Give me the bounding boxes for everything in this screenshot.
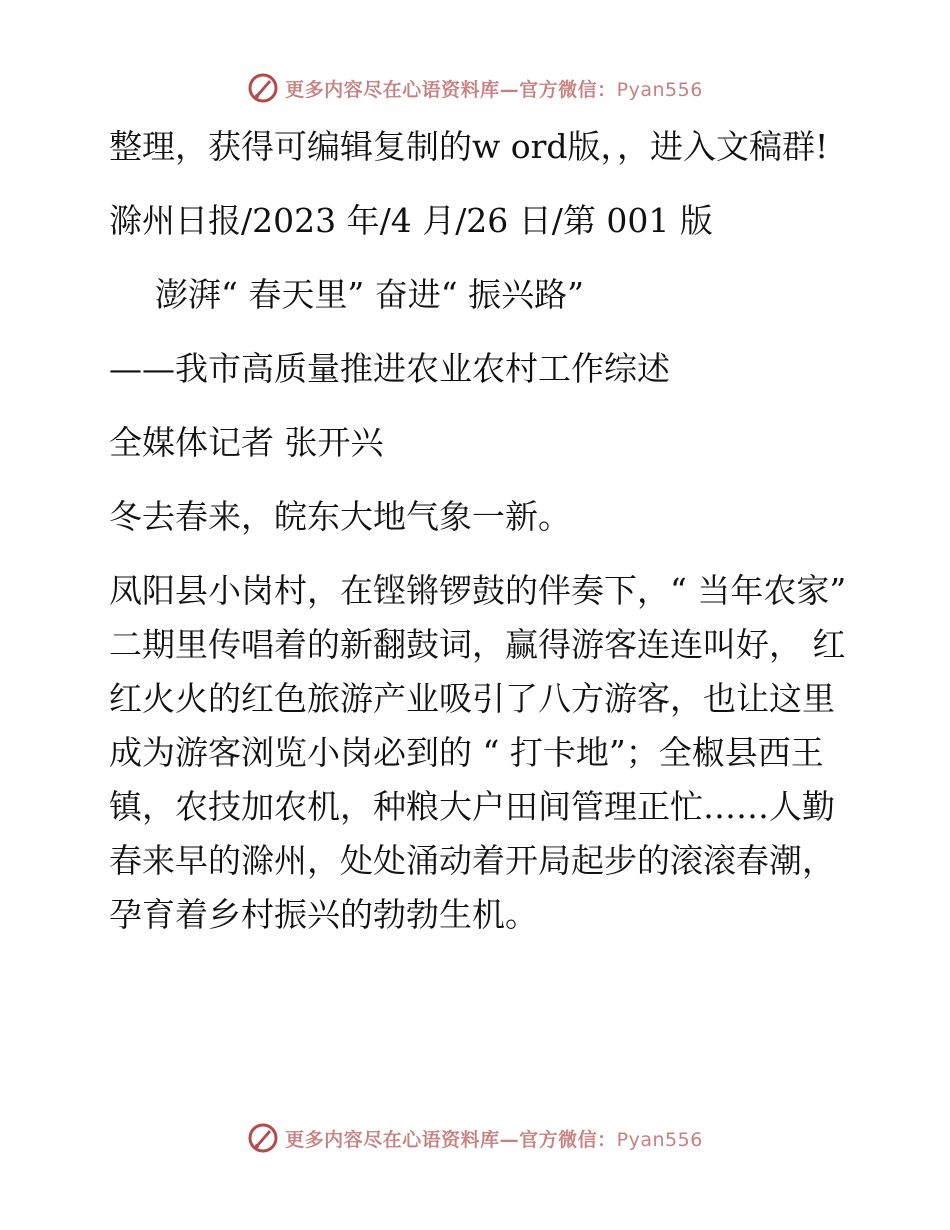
byline: 全媒体记者 张开兴: [109, 423, 384, 462]
source-line: 滁州日报/2023 年/4 月/26 日/第 001 版: [109, 201, 713, 240]
watermark-banner-top: [0, 72, 950, 104]
watermark-text: 更多内容尽在心语资料库—官方微信：Pyan556: [285, 78, 703, 101]
body-paragraph: 凤阳县小岗村，在铿锵锣鼓的伴奏下，“ 当年农家” 二期里传唱着的新翻鼓词，赢得游客连连叫好， 红红火火的红色旅游产业吸引了八方游客，也让这里成为游客浏览小岗必到的 “ 打卡地”；全椒县西王镇，农技加农机，种粮大户田间管理正忙……人勤春来早的滁州，处处涌动着开局起步的滚滚春潮，孕育着乡村振兴的勃勃生机。: [109, 571, 847, 934]
lead-paragraph: 冬去春来，皖东大地气象一新。: [109, 497, 571, 536]
watermark-banner-bottom: [0, 1122, 950, 1154]
watermark-text: 更多内容尽在心语资料库—官方微信：Pyan556: [285, 1128, 703, 1151]
quill-logo-icon: [247, 72, 279, 104]
article-title: 澎湃“ 春天里” 奋进“ 振兴路”: [155, 275, 584, 314]
quill-logo-icon: [247, 1122, 279, 1154]
article-subtitle: ——我市高质量推进农业农村工作综述: [109, 349, 670, 388]
intro-paragraph: 整理，获得可编辑复制的w ord版，，进入文稿群!: [109, 127, 829, 166]
document-body: [97, 120, 857, 942]
